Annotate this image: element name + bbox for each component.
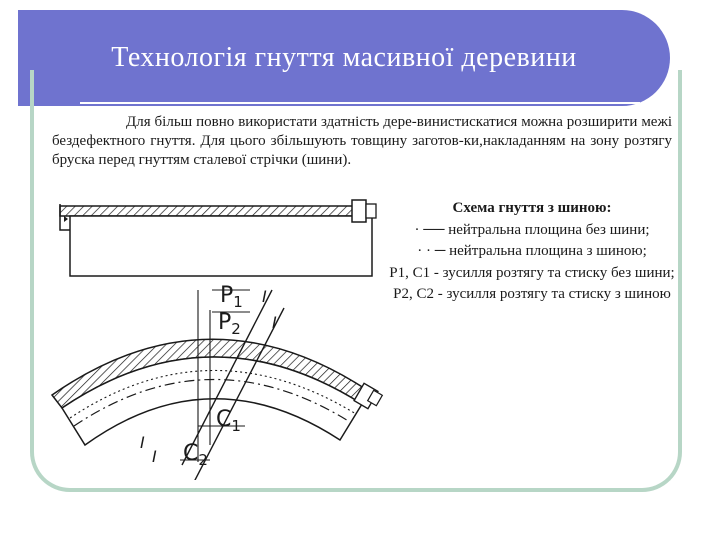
straight-blank [60, 200, 376, 276]
section-mark-bottom-2: I [152, 447, 157, 466]
bending-diagram [40, 190, 390, 480]
wood-bar-straight [70, 216, 372, 276]
section-mark-bottom-1: I [140, 433, 145, 452]
legend-line-1-text: нейтральна площина без шини; [448, 221, 650, 238]
legend-line-4: Р2, С2 - зусилля розтягу та стиску з шиною [393, 286, 671, 302]
label-p2: $P_2$ [218, 310, 241, 338]
section-mark-top-1: I [262, 287, 267, 306]
solid-line-marker: · ── [414, 221, 445, 238]
slide-title: Технологія гнуття масивної деревини [111, 42, 577, 73]
label-c1: $C_1$ [216, 407, 241, 435]
section-mark-top-2: I [272, 313, 277, 332]
legend-line-1 [378, 220, 686, 242]
label-p1: $P_1$ [220, 283, 243, 311]
legend [378, 198, 686, 306]
legend-line-3: Р1, С1 - зусилля розтягу та стиску без шини; [389, 264, 675, 281]
intro-text: Для більш повно використати здатність дере-винистискатися можна розширити межі бездефектного гнуття. Для цього збільшують товщину заготов-ки,накладанням на зону розтягу бруска перед гнуттям сталевої стрічки (шини). [52, 114, 672, 168]
intro-paragraph [52, 113, 672, 170]
legend-line-2-text: нейтральна площина з шиною; [449, 243, 647, 259]
steel-strip-straight [60, 206, 372, 216]
legend-heading: Схема гнуття з шиною: [452, 200, 612, 216]
clamp-screw [366, 204, 376, 218]
dashed-line-marker: · · ─ [417, 243, 446, 259]
label-c2: $C_2$ [183, 441, 208, 469]
legend-line-2 [378, 241, 686, 263]
strip-arrow-icon [64, 216, 68, 222]
clamp-right [352, 200, 366, 222]
title-underline [80, 102, 640, 104]
